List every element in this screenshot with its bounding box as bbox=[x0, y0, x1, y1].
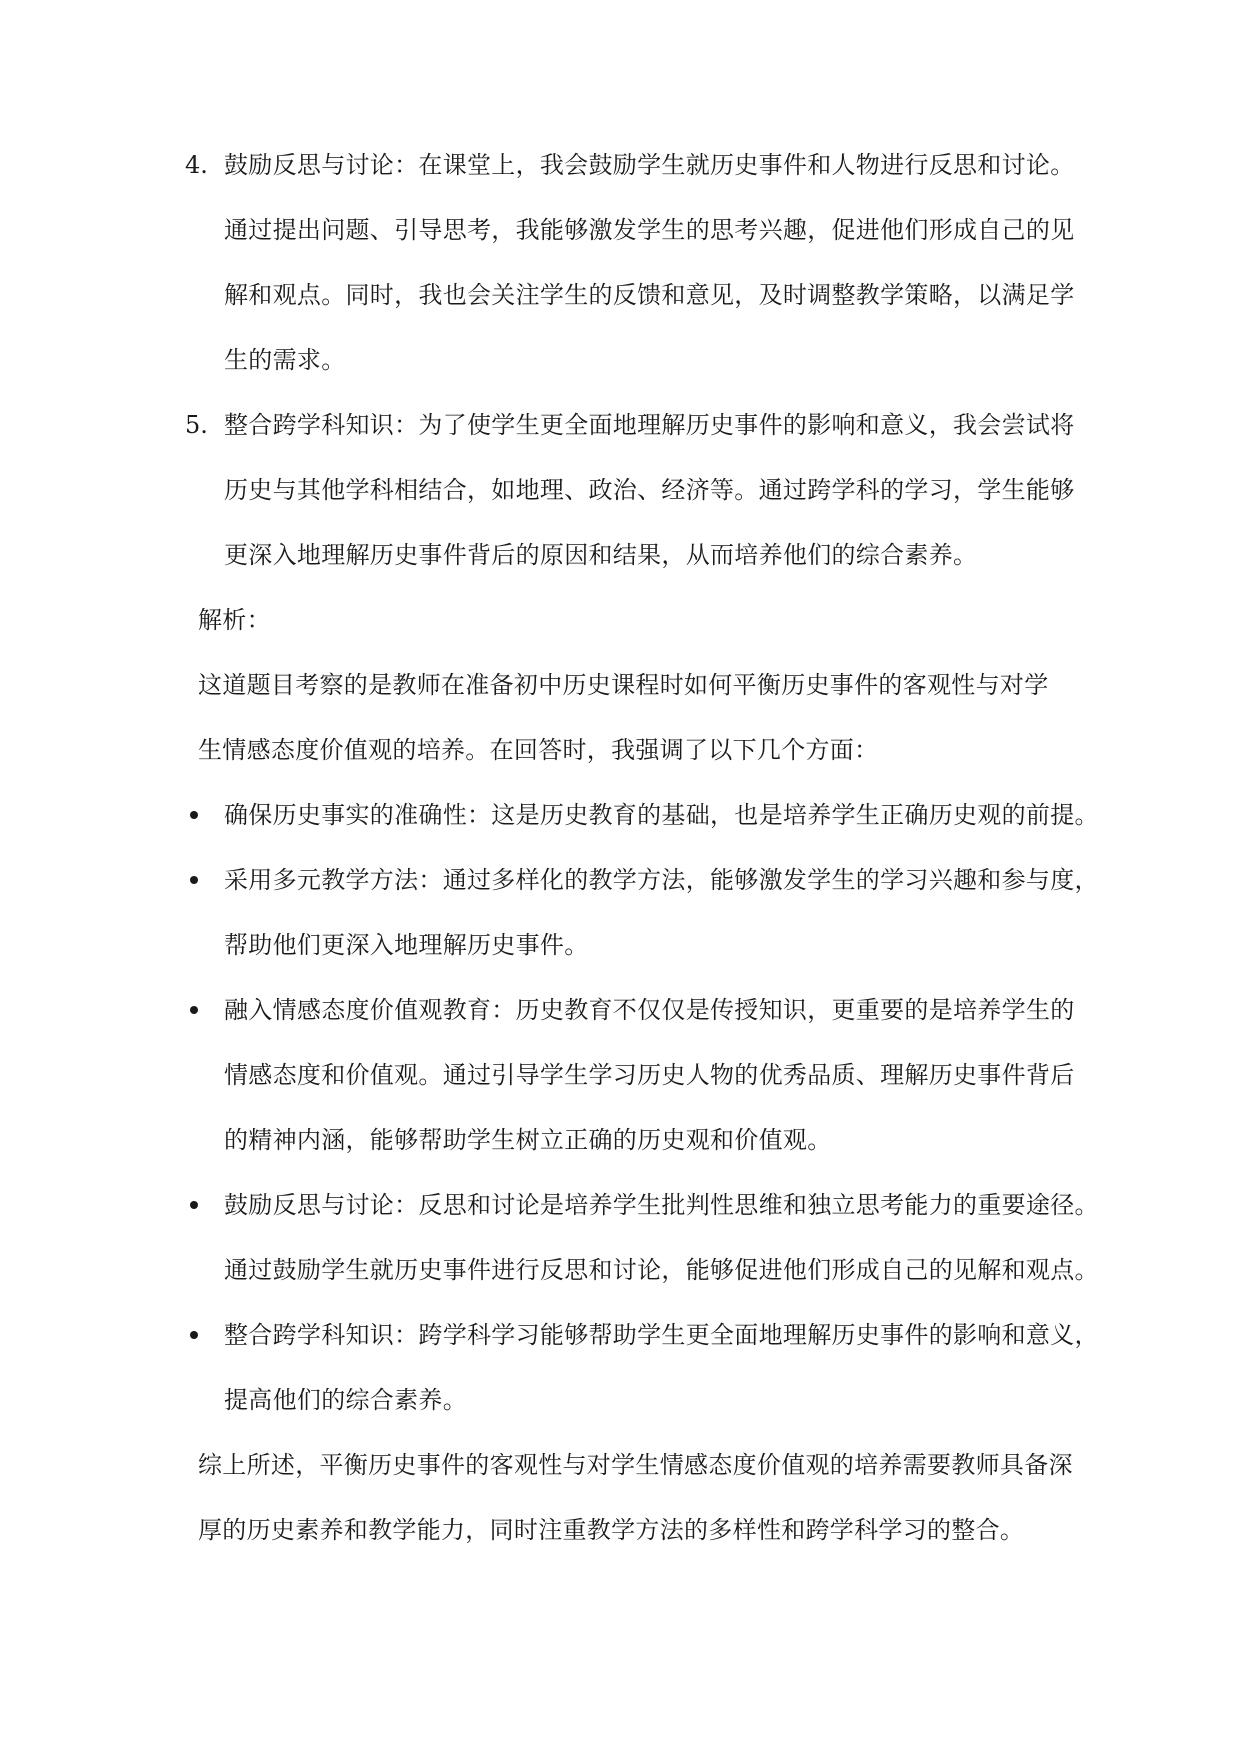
conclusion-line-1: 综上所述，平衡历史事件的客观性与对学生情感态度价值观的培养需要教师具备深 bbox=[198, 1451, 1073, 1479]
item4-line-4: 生的需求。 bbox=[224, 346, 346, 374]
analysis-heading: 解析： bbox=[198, 606, 271, 634]
bullet-5-line-2: 提高他们的综合素养。 bbox=[224, 1386, 467, 1414]
bullet-3-line-2: 情感态度和价值观。通过引导学生学习历史人物的优秀品质、理解历史事件背后 bbox=[224, 1061, 1075, 1089]
bullet-3-line-1: 融入情感态度价值观教育：历史教育不仅仅是传授知识，更重要的是培养学生的 bbox=[224, 996, 1075, 1024]
bullet-2-line-1: 采用多元教学方法：通过多样化的教学方法，能够激发学生的学习兴趣和参与度， bbox=[224, 866, 1099, 894]
list-number: 5. bbox=[185, 411, 208, 439]
item4-line-3: 解和观点。同时，我也会关注学生的反馈和意见，及时调整教学策略，以满足学 bbox=[224, 281, 1075, 309]
item4-line-2: 通过提出问题、引导思考，我能够激发学生的思考兴趣，促进他们形成自己的见 bbox=[224, 216, 1075, 244]
bullet-2-line-2: 帮助他们更深入地理解历史事件。 bbox=[224, 931, 589, 959]
list-number: 4. bbox=[185, 151, 208, 179]
bullet-5-line-1: 整合跨学科知识：跨学科学习能够帮助学生更全面地理解历史事件的影响和意义， bbox=[224, 1321, 1099, 1349]
bullet-dot bbox=[190, 811, 198, 819]
item5-line-3: 更深入地理解历史事件背后的原因和结果，从而培养他们的综合素养。 bbox=[224, 541, 978, 569]
bullet-dot bbox=[190, 876, 198, 884]
item4-line-1: 鼓励反思与讨论：在课堂上，我会鼓励学生就历史事件和人物进行反思和讨论。 bbox=[224, 151, 1075, 179]
bullet-dot bbox=[190, 1006, 198, 1014]
bullet-dot bbox=[190, 1201, 198, 1209]
item5-line-1: 整合跨学科知识：为了使学生更全面地理解历史事件的影响和意义，我会尝试将 bbox=[224, 411, 1075, 439]
bullet-4-line-2: 通过鼓励学生就历史事件进行反思和讨论，能够促进他们形成自己的见解和观点。 bbox=[224, 1256, 1099, 1284]
analysis-intro-line-2: 生情感态度价值观的培养。在回答时，我强调了以下几个方面： bbox=[198, 736, 879, 764]
conclusion-line-2: 厚的历史素养和教学能力，同时注重教学方法的多样性和跨学科学习的整合。 bbox=[198, 1516, 1025, 1544]
bullet-dot bbox=[190, 1331, 198, 1339]
bullet-3-line-3: 的精神内涵，能够帮助学生树立正确的历史观和价值观。 bbox=[224, 1126, 832, 1154]
bullet-1-line-1: 确保历史事实的准确性：这是历史教育的基础，也是培养学生正确历史观的前提。 bbox=[224, 801, 1099, 829]
analysis-intro-line-1: 这道题目考察的是教师在准备初中历史课程时如何平衡历史事件的客观性与对学 bbox=[198, 671, 1049, 699]
item5-line-2: 历史与其他学科相结合，如地理、政治、经济等。通过跨学科的学习，学生能够 bbox=[224, 476, 1075, 504]
bullet-4-line-1: 鼓励反思与讨论：反思和讨论是培养学生批判性思维和独立思考能力的重要途径。 bbox=[224, 1191, 1099, 1219]
